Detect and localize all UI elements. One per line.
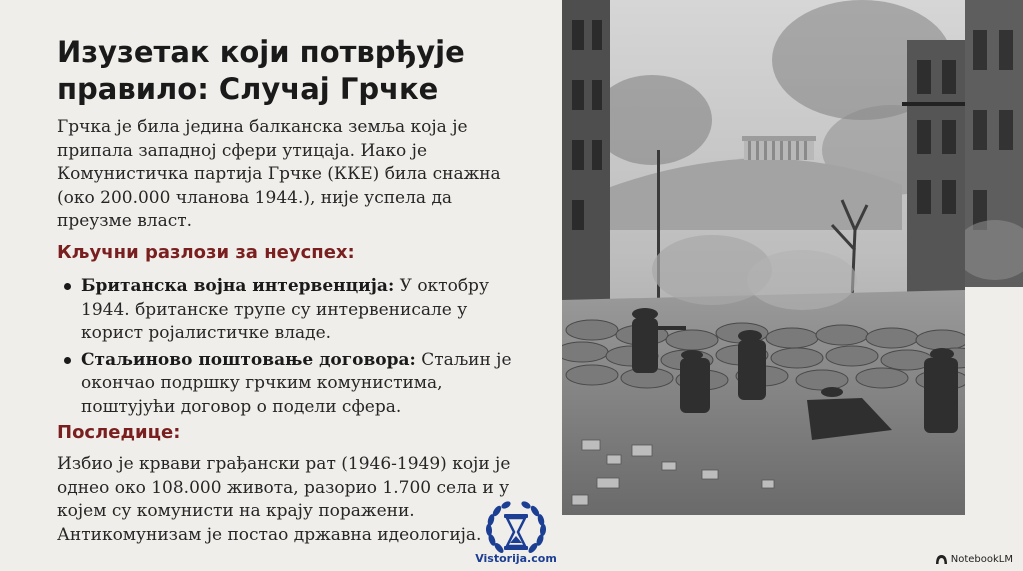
reason-label: Британска војна интервенција: [81,276,395,296]
notebooklm-badge [936,554,1013,565]
notebooklm-icon [936,555,947,564]
reason-text: У октобру 1944. британске трупе су интервенисале у корист ројалистичке владе. [81,276,489,343]
consequences-paragraph: Избио је крвави грађански рат (1946-1949) који је однео око 108.000 живота, разорио 1.700 села и у којем су комунисти на крају поражени. Антикомунизам је постао државна идеологија. [57,454,511,545]
reasons-list [62,275,522,422]
war-photo [562,0,965,515]
bullet-icon [64,357,71,364]
list-item [62,275,522,346]
badge-text: NotebookLM [950,554,1013,565]
logo-text: Vistorija.com [475,552,557,565]
photo-extension [965,0,1023,287]
reason-label: Стаљиново поштовање договора: [81,349,416,370]
reason-text: Стаљин је окончао подршку грчким комунистима, поштујући договор о подели сфера. [81,349,512,417]
slide-title: Изузетак који потврђује правило: Случај Грчке [57,35,465,106]
consequences-heading: Последице: [57,422,181,443]
intro-paragraph: Грчка је била једина балканска земља која је припала западној сфери утицаја. Иако је Комунистичка партија Грчке (ККЕ) била снажна (око 200.000 чланова 1944.), није успела да преузме власт. [57,117,501,231]
reasons-heading: Кључни разлози за неуспех: [57,242,355,263]
list-item [62,349,522,420]
bullet-icon [64,283,71,290]
